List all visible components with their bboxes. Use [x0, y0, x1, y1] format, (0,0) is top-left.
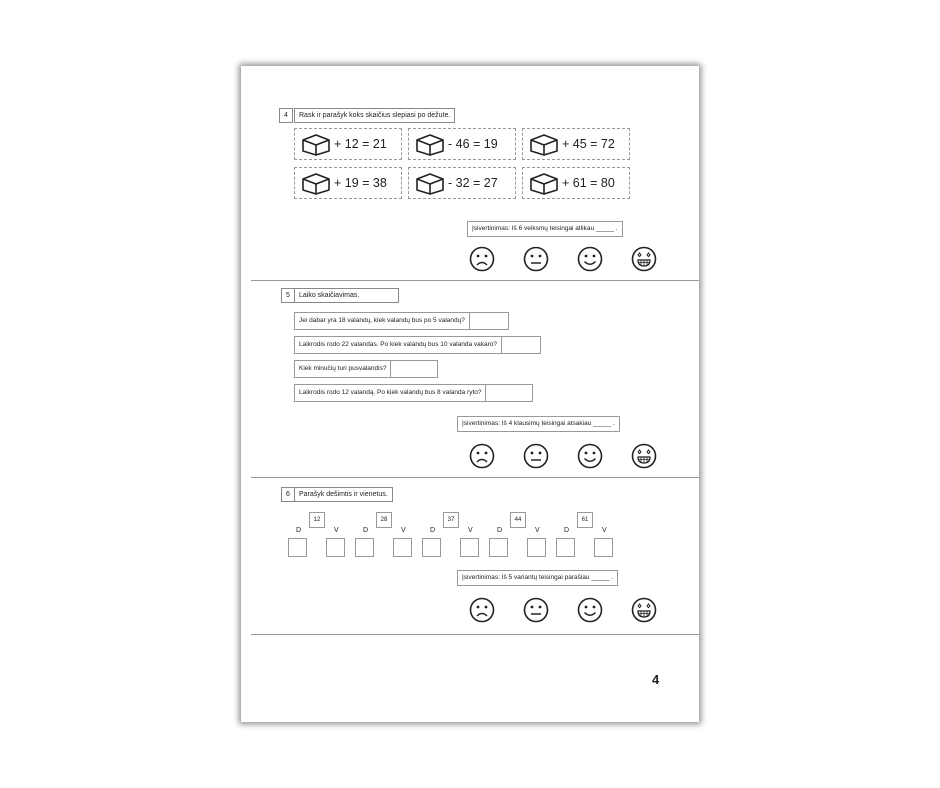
- question-row: [294, 336, 541, 352]
- section-5-number: 5: [281, 288, 295, 303]
- smile-face-icon[interactable]: [576, 596, 604, 624]
- sad-face-icon[interactable]: [468, 245, 496, 273]
- tens-answer-box[interactable]: [422, 538, 441, 557]
- box-icon: [301, 171, 331, 195]
- sad-face-icon[interactable]: [468, 596, 496, 624]
- dv-number: 37: [443, 512, 459, 528]
- units-label: V: [602, 527, 607, 534]
- section-5-title: Laiko skaičiavimas.: [294, 288, 399, 303]
- equation-text: - 32 = 27: [448, 176, 498, 190]
- section-6-faces: [468, 596, 658, 624]
- equation-text: + 19 = 38: [334, 176, 387, 190]
- answer-field[interactable]: [486, 384, 533, 402]
- units-label: V: [401, 527, 406, 534]
- question-text: Kiek minučių turi pusvalandis?: [294, 360, 391, 378]
- units-answer-box[interactable]: [326, 538, 345, 557]
- equation-box: [408, 128, 516, 160]
- neutral-face-icon[interactable]: [522, 596, 550, 624]
- equation-box: [294, 167, 402, 199]
- units-answer-box[interactable]: [460, 538, 479, 557]
- answer-field[interactable]: [470, 312, 509, 330]
- grin-face-icon[interactable]: [630, 596, 658, 624]
- question-text: Laikrodis rodo 22 valandas. Po kiek valandų bus 10 valanda vakaro?: [294, 336, 502, 354]
- section-6-rating: Įsivertinimas: Iš 5 variantų teisingai parašiau _____ .: [457, 570, 618, 586]
- section-4-title: Rask ir parašyk koks skaičius slepiasi po dėžute.: [294, 108, 455, 123]
- question-row: [294, 312, 509, 328]
- units-answer-box[interactable]: [527, 538, 546, 557]
- units-answer-box[interactable]: [393, 538, 412, 557]
- box-icon: [301, 132, 331, 156]
- worksheet-page: [241, 66, 699, 722]
- units-label: V: [535, 527, 540, 534]
- section-4-faces: [468, 245, 658, 273]
- page-number: 4: [652, 672, 660, 687]
- section-divider: [251, 634, 699, 635]
- section-5-faces: [468, 442, 658, 470]
- section-divider: [251, 477, 699, 478]
- dv-number: 12: [309, 512, 325, 528]
- equation-box: [294, 128, 402, 160]
- equation-text: + 12 = 21: [334, 137, 387, 151]
- question-text: Jei dabar yra 18 valandų, kiek valandų bus po 5 valandų?: [294, 312, 470, 330]
- tens-answer-box[interactable]: [489, 538, 508, 557]
- question-text: Laikrodis rodo 12 valandą. Po kiek valandų bus 8 valanda ryto?: [294, 384, 486, 402]
- answer-field[interactable]: [391, 360, 438, 378]
- equation-box: [522, 167, 630, 199]
- units-label: V: [468, 527, 473, 534]
- box-icon: [529, 132, 559, 156]
- section-6-number: 6: [281, 487, 295, 502]
- tens-answer-box[interactable]: [556, 538, 575, 557]
- tens-label: D: [296, 527, 302, 534]
- answer-field[interactable]: [502, 336, 541, 354]
- question-row: [294, 360, 438, 376]
- tens-label: D: [497, 527, 503, 534]
- grin-face-icon[interactable]: [630, 245, 658, 273]
- dv-number: 61: [577, 512, 593, 528]
- sad-face-icon[interactable]: [468, 442, 496, 470]
- section-4-rating: Įsivertinimas: Iš 6 veiksmų teisingai atlikau _____ .: [467, 221, 623, 237]
- tens-label: D: [363, 527, 369, 534]
- neutral-face-icon[interactable]: [522, 442, 550, 470]
- tens-label: D: [430, 527, 436, 534]
- equation-text: - 46 = 19: [448, 137, 498, 151]
- tens-answer-box[interactable]: [355, 538, 374, 557]
- grin-face-icon[interactable]: [630, 442, 658, 470]
- tens-label: D: [564, 527, 570, 534]
- equation-text: + 45 = 72: [562, 137, 615, 151]
- smile-face-icon[interactable]: [576, 442, 604, 470]
- section-divider: [251, 280, 699, 281]
- equation-text: + 61 = 80: [562, 176, 615, 190]
- neutral-face-icon[interactable]: [522, 245, 550, 273]
- smile-face-icon[interactable]: [576, 245, 604, 273]
- equation-box: [522, 128, 630, 160]
- box-icon: [415, 171, 445, 195]
- section-5-rating: Įsivertinimas: Iš 4 klausimų teisingai atsakiau _____ .: [457, 416, 620, 432]
- question-row: [294, 384, 533, 400]
- equation-box: [408, 167, 516, 199]
- tens-answer-box[interactable]: [288, 538, 307, 557]
- section-4-number: 4: [279, 108, 293, 123]
- dv-number: 28: [376, 512, 392, 528]
- box-icon: [415, 132, 445, 156]
- units-answer-box[interactable]: [594, 538, 613, 557]
- section-6-title: Parašyk dešimtis ir vienetus.: [294, 487, 393, 502]
- box-icon: [529, 171, 559, 195]
- dv-number: 44: [510, 512, 526, 528]
- units-label: V: [334, 527, 339, 534]
